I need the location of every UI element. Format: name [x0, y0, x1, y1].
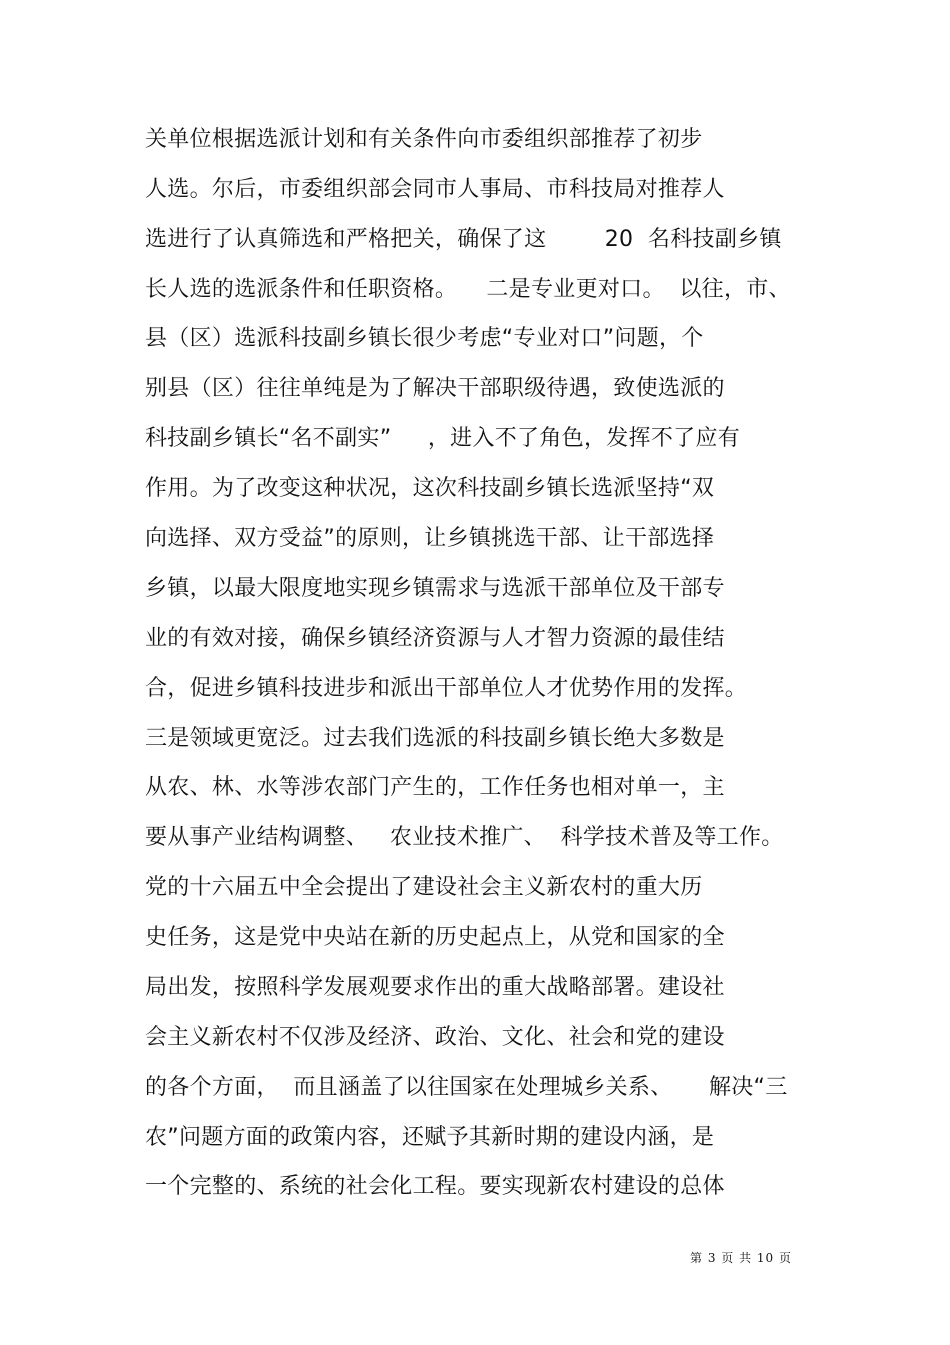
text-line: 科技副乡镇长“名不副实” ，进入不了角色，发挥不了应有	[145, 426, 741, 451]
text-line: 县（区）选派科技副乡镇长很少考虑“专业对口”问题，个	[145, 326, 704, 351]
text-line: 长人选的选派条件和任职资格。 二是专业更对口。 以往，市、	[145, 277, 791, 302]
text-line: 一个完整的、系统的社会化工程。要实现新农村建设的总体	[145, 1174, 725, 1199]
text-line: 向选择、双方受益”的原则，让乡镇挑选干部、让干部选择	[145, 526, 715, 551]
text-line: 局出发，按照科学发展观要求作出的重大战略部署。建设社	[145, 975, 725, 1000]
text-line: 人选。尔后，市委组织部会同市人事局、市科技局对推荐人	[145, 177, 725, 202]
page-number: 第 3 页 共 10 页	[690, 1251, 792, 1265]
text-line: 要从事产业结构调整、 农业技术推广、 科学技术普及等工作。	[145, 825, 784, 850]
text-line: 三是领域更宽泛。过去我们选派的科技副乡镇长绝大多数是	[145, 726, 725, 751]
text-line: 乡镇，以最大限度地实现乡镇需求与选派干部单位及干部专	[145, 576, 725, 601]
text-line: 党的十六届五中全会提出了建设社会主义新农村的重大历	[145, 875, 703, 900]
text-line: 会主义新农村不仅涉及经济、政治、文化、社会和党的建设	[145, 1025, 725, 1050]
text-line: 史任务，这是党中央站在新的历史起点上，从党和国家的全	[145, 925, 725, 950]
text-line: 的各个方面， 而且涵盖了以往国家在处理城乡关系、 解决“三	[145, 1075, 788, 1100]
text-line: 作用。为了改变这种状况，这次科技副乡镇长选派坚持“双	[145, 476, 715, 501]
text-line: 选进行了认真筛选和严格把关，确保了这 20 名科技副乡镇	[145, 227, 782, 252]
text-line: 别县（区）往往单纯是为了解决干部职级待遇，致使选派的	[145, 376, 725, 401]
text-line: 从农、林、水等涉农部门产生的，工作任务也相对单一，主	[145, 775, 725, 800]
text-line: 关单位根据选派计划和有关条件向市委组织部推荐了初步	[145, 127, 703, 152]
text-line: 业的有效对接，确保乡镇经济资源与人才智力资源的最佳结	[145, 626, 725, 651]
text-line: 农”问题方面的政策内容，还赋予其新时期的建设内涵，是	[145, 1125, 715, 1150]
text-line: 合，促进乡镇科技进步和派出干部单位人才优势作用的发挥。	[145, 676, 748, 701]
